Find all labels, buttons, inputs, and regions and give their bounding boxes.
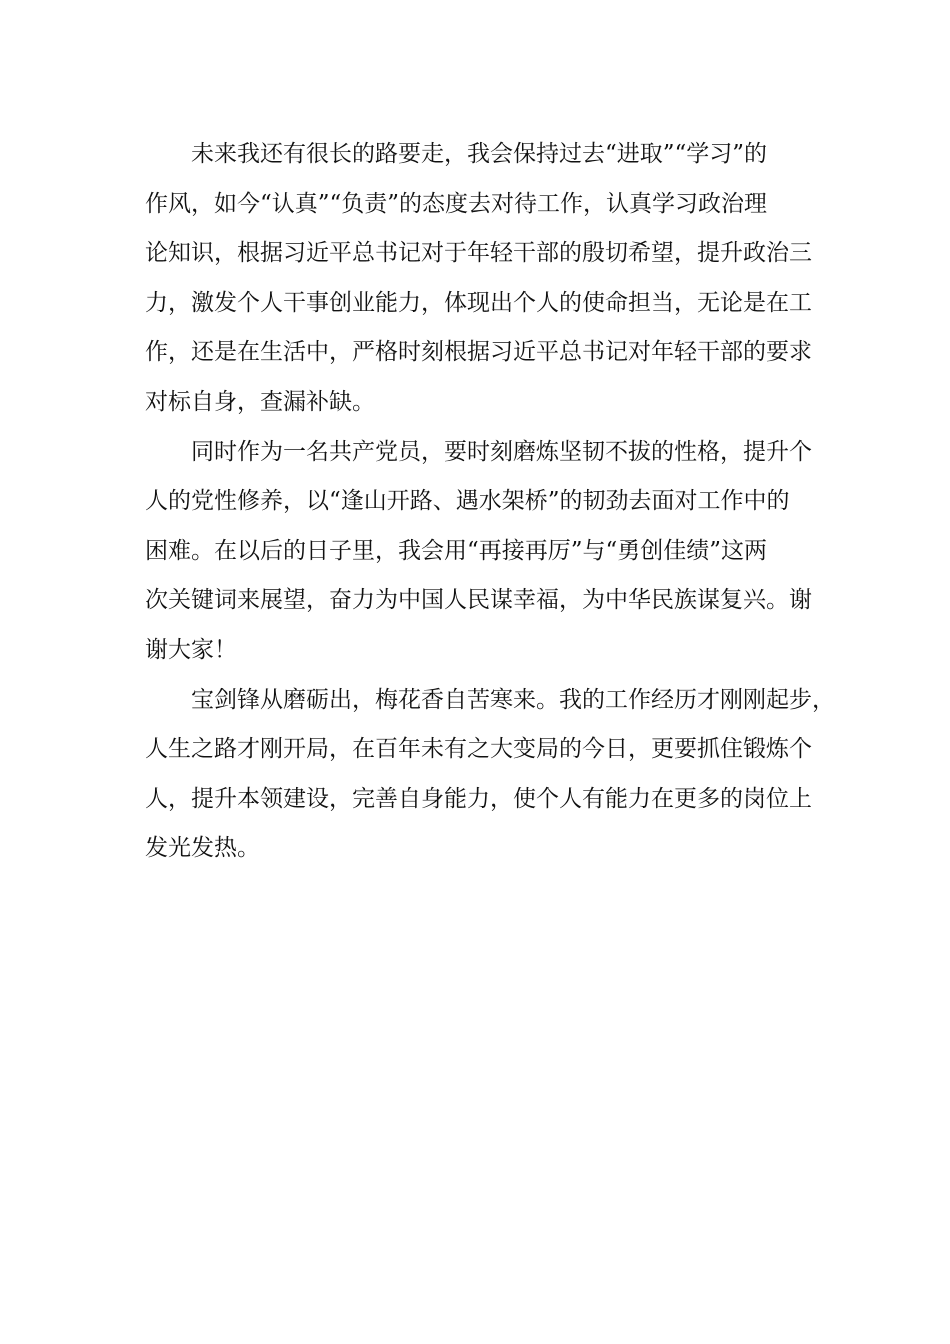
text-line: 谢大家！: [145, 636, 237, 663]
paragraph-3: [145, 676, 835, 874]
text-line: 次关键词来展望，奋力为中国人民谋幸福，为中华民族谋复兴。谢: [145, 587, 812, 614]
text-line: 人的党性修养，以“逢山开路、遇水架桥”的韧劲去面对工作中的: [145, 488, 790, 515]
text-line: 同时作为一名共产党员，要时刻磨炼坚韧不拔的性格，提升个: [191, 438, 812, 465]
text-line: 困难。在以后的日子里，我会用“再接再厉”与“勇创佳绩”这两: [145, 537, 768, 564]
text-line: 对标自身，查漏补缺。: [145, 388, 375, 415]
text-line: 人生之路才刚开局，在百年未有之大变局的今日，更要抓住锻炼个: [145, 736, 812, 763]
text-line: 发光发热。: [145, 835, 260, 862]
text-line: 未来我还有很长的路要走，我会保持过去“进取”“学习”的: [191, 141, 768, 167]
text-line: 作，还是在生活中，严格时刻根据习近平总书记对年轻干部的要求: [145, 339, 812, 366]
text-line: 作风，如今“认真”“负责”的态度去对待工作，认真学习政治理: [145, 190, 768, 217]
paragraph-1: [145, 130, 825, 428]
text-line: 论知识，根据习近平总书记对于年轻干部的殷切希望，提升政治三: [145, 240, 812, 267]
document-body: [145, 130, 835, 874]
text-line: 宝剑锋从磨砺出，梅花香自苦寒来。我的工作经历才刚刚起步，: [191, 686, 835, 713]
text-line: 人，提升本领建设，完善自身能力，使个人有能力在更多的岗位上: [145, 785, 812, 812]
paragraph-2: [145, 428, 825, 676]
text-line: 力，激发个人干事创业能力，体现出个人的使命担当，无论是在工: [145, 289, 812, 316]
